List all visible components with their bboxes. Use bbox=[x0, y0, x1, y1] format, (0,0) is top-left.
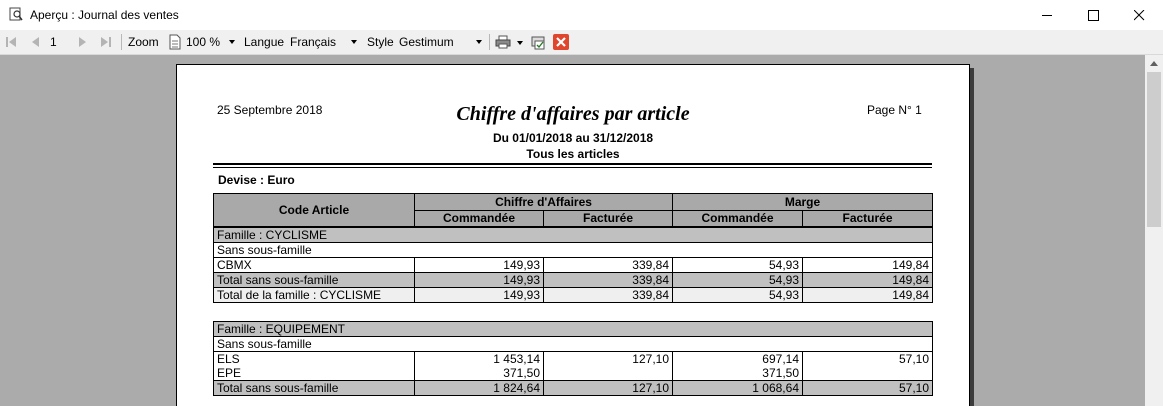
article-code: CBMX bbox=[214, 258, 415, 273]
section-table-cyclisme bbox=[213, 227, 933, 303]
marge-commandee-cell: 54,93 bbox=[673, 273, 803, 288]
marge-commandee-cell: 371,50 bbox=[673, 366, 803, 381]
previous-page-icon[interactable] bbox=[29, 36, 41, 48]
subtotal-label: Total sans sous-famille bbox=[214, 273, 415, 288]
marge-commandee-cell: 1 068,64 bbox=[673, 381, 803, 396]
style-label: Style bbox=[367, 35, 394, 49]
print-dropdown-icon[interactable] bbox=[517, 41, 523, 45]
article-code: EPE bbox=[214, 366, 415, 381]
subfamily-row bbox=[214, 337, 933, 352]
marge-facturee-cell bbox=[803, 366, 933, 381]
maximize-button[interactable] bbox=[1071, 0, 1117, 30]
ca-commandee-cell: 1 453,14 bbox=[415, 352, 544, 367]
report-period: Du 01/01/2018 au 31/12/2018 bbox=[492, 131, 654, 145]
report-page bbox=[176, 64, 970, 406]
preview-toolbar bbox=[0, 30, 1163, 55]
report-title: Chiffre d'affaires par article bbox=[456, 103, 690, 125]
maximize-icon bbox=[1088, 10, 1099, 21]
family-label: Famille : EQUIPEMENT bbox=[214, 322, 933, 337]
report-date: 25 Septembre 2018 bbox=[217, 103, 323, 117]
header-rule bbox=[213, 163, 932, 165]
language-select-value: Français bbox=[290, 35, 337, 49]
marge-facturee-cell: 149,84 bbox=[803, 273, 933, 288]
subtotal-row bbox=[214, 273, 933, 288]
close-preview-icon[interactable] bbox=[553, 34, 569, 50]
page-number-field[interactable]: 1 bbox=[50, 35, 57, 49]
marge-commandee-cell: 54,93 bbox=[673, 258, 803, 273]
marge-commandee-cell: 697,14 bbox=[673, 352, 803, 367]
ca-facturee-cell: 127,10 bbox=[544, 381, 673, 396]
ca-facturee-cell: 127,10 bbox=[544, 352, 673, 367]
family-row bbox=[214, 322, 933, 337]
currency-label: Devise : Euro bbox=[218, 173, 295, 187]
header-rule bbox=[213, 167, 932, 168]
toolbar-separator bbox=[121, 34, 122, 50]
marge-facturee-cell: 149,84 bbox=[803, 288, 933, 303]
subfamily-row bbox=[214, 243, 933, 258]
subfamily-label: Sans sous-famille bbox=[214, 337, 933, 352]
subfamily-label: Sans sous-famille bbox=[214, 243, 933, 258]
column-header-marge-commandee: Commandée bbox=[672, 210, 803, 227]
close-window-button[interactable] bbox=[1117, 0, 1163, 30]
marge-facturee-cell: 57,10 bbox=[803, 381, 933, 396]
ca-commandee-cell: 149,93 bbox=[415, 273, 544, 288]
language-select[interactable] bbox=[290, 32, 360, 52]
preview-viewport[interactable] bbox=[0, 55, 1145, 406]
column-header-marge: Marge bbox=[672, 193, 933, 211]
marge-facturee-cell: 149,84 bbox=[803, 258, 933, 273]
report-page-number: Page N° 1 bbox=[867, 103, 922, 117]
zoom-select-value: 100 % bbox=[186, 35, 221, 49]
next-page-icon[interactable] bbox=[77, 36, 89, 48]
article-row bbox=[214, 366, 933, 381]
column-header-code: Code Article bbox=[213, 193, 415, 227]
chevron-down-icon bbox=[351, 40, 357, 44]
close-icon bbox=[1134, 10, 1145, 21]
ca-commandee-cell: 1 824,64 bbox=[415, 381, 544, 396]
ca-commandee-cell: 371,50 bbox=[415, 366, 544, 381]
column-header-ca-facturee: Facturée bbox=[543, 210, 673, 227]
column-header-ca-commandee: Commandée bbox=[414, 210, 544, 227]
article-row bbox=[214, 258, 933, 273]
minimize-button[interactable] bbox=[1025, 0, 1071, 30]
marge-facturee-cell: 57,10 bbox=[803, 352, 933, 367]
window-title: Aperçu : Journal des ventes bbox=[30, 8, 179, 22]
family-total-label: Total de la famille : CYCLISME bbox=[214, 288, 415, 303]
style-select-value: Gestimum bbox=[399, 35, 454, 49]
subtotal-row bbox=[214, 381, 933, 396]
report-scope: Tous les articles bbox=[526, 147, 620, 161]
section-table-equipement bbox=[213, 321, 933, 396]
last-page-icon[interactable] bbox=[100, 36, 112, 48]
first-page-icon[interactable] bbox=[5, 36, 17, 48]
minimize-icon bbox=[1042, 10, 1053, 21]
article-row bbox=[214, 352, 933, 367]
subtotal-label: Total sans sous-famille bbox=[214, 381, 415, 396]
ca-facturee-cell: 339,84 bbox=[544, 273, 673, 288]
language-label: Langue bbox=[244, 35, 285, 49]
ca-commandee-cell: 149,93 bbox=[415, 288, 544, 303]
chevron-down-icon bbox=[229, 40, 235, 44]
article-code: ELS bbox=[214, 352, 415, 367]
toolbar-separator bbox=[489, 34, 490, 50]
ca-facturee-cell bbox=[544, 366, 673, 381]
ca-facturee-cell: 339,84 bbox=[544, 258, 673, 273]
family-total-row bbox=[214, 288, 933, 303]
style-select[interactable] bbox=[399, 32, 485, 52]
vertical-scrollbar[interactable] bbox=[1145, 55, 1163, 406]
marge-commandee-cell: 54,93 bbox=[673, 288, 803, 303]
chevron-down-icon bbox=[476, 40, 482, 44]
scroll-up-icon[interactable] bbox=[1150, 61, 1158, 66]
ca-commandee-cell: 149,93 bbox=[415, 258, 544, 273]
zoom-label: Zoom bbox=[128, 35, 159, 49]
preview-magnifier-icon bbox=[9, 7, 23, 21]
title-bar bbox=[0, 0, 1163, 30]
column-header-marge-facturee: Facturée bbox=[802, 210, 933, 227]
page-zoom-icon bbox=[169, 34, 181, 50]
print-icon[interactable] bbox=[495, 35, 511, 49]
ca-facturee-cell: 339,84 bbox=[544, 288, 673, 303]
scrollbar-thumb[interactable] bbox=[1147, 72, 1161, 227]
zoom-select[interactable] bbox=[186, 32, 238, 52]
family-row bbox=[214, 228, 933, 243]
family-label: Famille : CYCLISME bbox=[214, 228, 933, 243]
column-header-chiffre-affaires: Chiffre d'Affaires bbox=[414, 193, 673, 211]
print-setup-icon[interactable] bbox=[530, 34, 546, 50]
